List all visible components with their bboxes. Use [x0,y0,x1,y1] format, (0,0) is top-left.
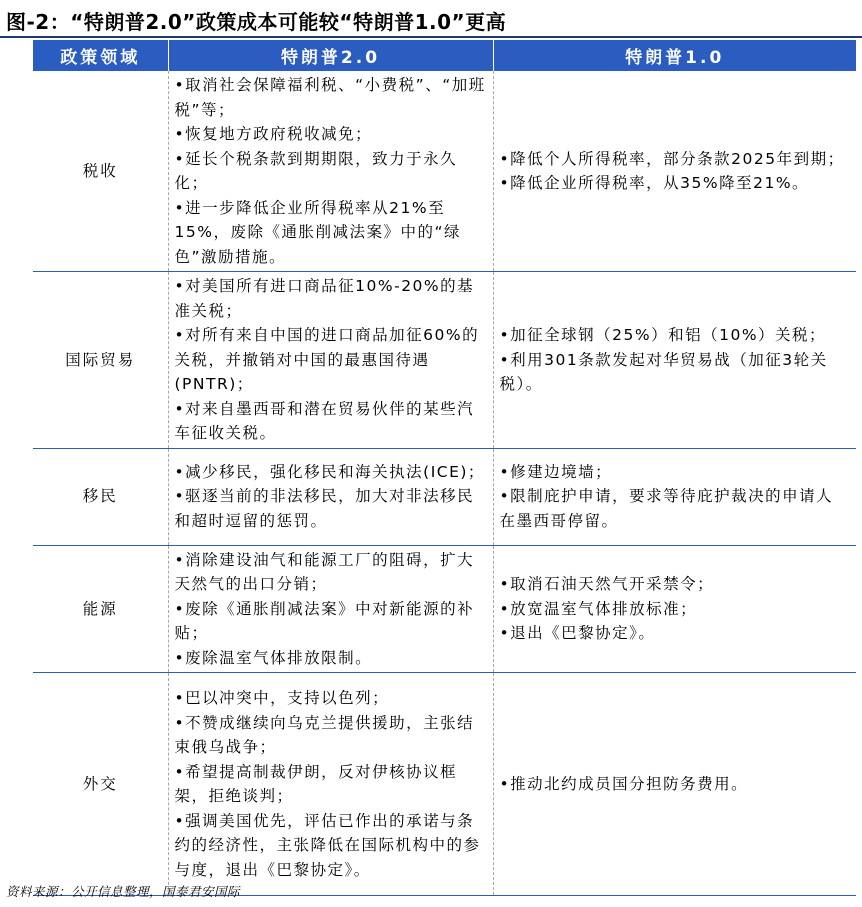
trump-1-cell [493,71,856,272]
policy-item: •加征全球钢（25%）和铝（10%）关税； [499,326,827,344]
policy-item: •驱逐当前的非法移民，加大对非法移民和超时逗留的惩罚。 [174,487,475,530]
policy-item: •巴以冲突中，支持以色列； [174,689,390,707]
trump-1-cell [493,673,856,896]
policy-area-cell: 外交 [33,673,168,896]
table-row [33,448,856,545]
policy-item: •希望提高制裁伊朗，反对伊核协议框架，拒绝谈判； [174,762,458,805]
policy-item: •推动北约成员国分担防务费用。 [499,774,749,793]
policy-item: •放宽温室气体排放标准； [499,599,698,618]
policy-item: •消除建设油气和能源工厂的阻碍，扩大天然气的出口分销； [174,550,475,593]
figure-title: 图-2：“特朗普2.0”政策成本可能较“特朗普1.0”更高 [6,10,507,34]
trump-2-cell [168,545,493,673]
trump-1-cell [493,272,856,449]
trump-2-cell [168,272,493,449]
policy-item: •废除《通胀削减法案》中对新能源的补贴； [174,599,475,642]
trump-2-cell [168,448,493,545]
policy-item: •取消社会保障福利税、“小费税”、“加班税”等； [174,76,486,119]
policy-item: •减少移民，强化移民和海关执法(ICE)； [174,462,485,481]
policy-item: •降低企业所得税率，从35%降至21%。 [499,174,810,192]
policy-area-cell: 能源 [33,545,168,673]
policy-item: •强调美国优先，评估已作出的承诺与条约的经济性，主张降低在国际机构中的参与度，退出《巴黎协定》。 [174,811,481,879]
policy-item: •对来自墨西哥和潜在贸易伙伴的某些汽车征收关税。 [174,399,475,442]
trump-2-cell [168,71,493,272]
header-trump-2: 特朗普2.0 [168,40,493,71]
title-divider [0,36,862,38]
table-row [33,272,856,449]
policy-item: •利用301条款发起对华贸易战（加征3轮关税）。 [499,350,828,393]
table-row [33,545,856,673]
header-policy-area: 政策领域 [33,40,168,71]
header-row [33,40,856,71]
policy-item: •不赞成继续向乌克兰提供援助，主张结束俄乌战争； [174,713,475,756]
policy-item: •限制庇护申请，要求等待庇护裁决的申请人在墨西哥停留。 [499,487,834,530]
policy-item: •取消石油天然气开采禁令； [499,575,715,593]
policy-area-cell: 税收 [33,71,168,272]
policy-item: •对美国所有进口商品征10%-20%的基准关税； [174,277,475,320]
policy-item: •退出《巴黎协定》。 [499,624,656,642]
table-row [33,71,856,272]
trump-1-cell [493,545,856,673]
policy-comparison-table [33,40,856,896]
policy-item: •对所有来自中国的进口商品加征60%的关税，并撤销对中国的最惠国待遇(PNTR)； [174,326,480,393]
policy-area-cell: 国际贸易 [33,272,168,449]
trump-2-cell [168,673,493,896]
policy-item: •恢复地方政府税收减免； [174,125,373,143]
source-note: 资料来源：公开信息整理，国泰君安国际 [6,884,241,899]
policy-item: •延长个税条款到期期限，致力于永久化； [174,149,458,192]
policy-item: •修建边境墙； [499,462,613,481]
header-trump-1: 特朗普1.0 [493,40,856,71]
policy-item: •进一步降低企业所得税率从21%至15%，废除《通胀削减法案》中的“绿色”激励措施。 [174,198,461,266]
table-row [33,673,856,896]
policy-area-cell: 移民 [33,448,168,545]
policy-item: •降低个人所得税率，部分条款2025年到期； [499,149,845,168]
trump-1-cell [493,448,856,545]
policy-item: •废除温室气体排放限制。 [174,648,373,667]
